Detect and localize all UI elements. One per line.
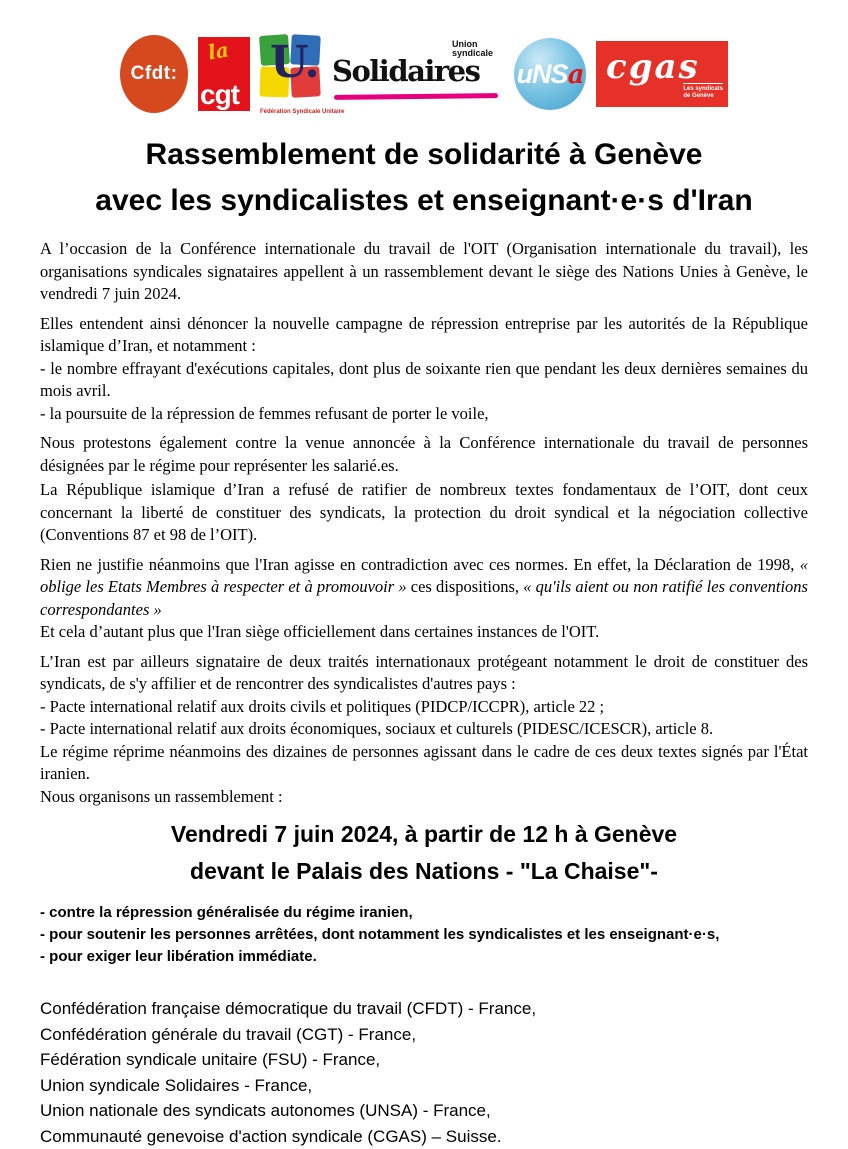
signatories-list [40,996,808,1149]
unsa-logo-label [517,59,584,90]
event-place-line: devant le Palais des Nations - "La Chaise"- [0,853,848,890]
solidaires-logo-icon [332,38,504,110]
fsu-logo-icon [260,33,322,115]
p5-segment-2: ces dispositions, [407,577,524,596]
cgt-logo-script: la [206,37,230,64]
solidaires-logo-label: Solidaires [332,54,479,88]
logo-row [0,0,848,118]
signatory-unsa: Union nationale des syndicats autonomes (UNSA) - France, [40,1098,808,1124]
unsa-logo-label-main: uNS [517,59,568,89]
list-item-pidcp: - Pacte international relatif aux droits civils et politiques (PIDCP/ICCPR), article 22 ; [40,696,808,719]
paragraph-organisation: Nous organisons un rassemblement : [40,786,808,809]
list-item-executions: - le nombre effrayant d'exécutions capitales, dont plus de soixante rien que pendant les deux dernières semaines du mois avril. [40,358,808,403]
cfdt-logo-label: Cfdt: [131,63,178,85]
paragraph-siege-oit: Et cela d’autant plus que l'Iran siège officiellement dans certaines instances de l'OIT. [40,621,808,644]
solidaires-logo-underline [334,93,498,100]
fsu-logo-caption: Fédération Syndicale Unitaire [260,109,322,115]
page-title [0,132,848,224]
signatory-cfdt: Confédération française démocratique du travail (CFDT) - France, [40,996,808,1022]
paragraph-declaration-1998 [40,554,808,622]
demands-list [40,902,808,968]
demand-item-liberation: - pour exiger leur libération immédiate. [40,946,808,968]
cgt-logo-label: cgt [200,79,239,111]
cgt-logo-icon [198,37,250,111]
paragraph-refus-ratification: La République islamique d’Iran a refusé de ratifier de nombreux textes fondamentaux de l’OIT, dont ceux concernant la liberté de constituer des syndicats, la protection du droit syndical et la négociation collective (Conventions 87 et 98 de l’OIT). [40,479,808,547]
solidaires-logo-top-label: Union syndicale [452,40,504,58]
p5-quote-1: « oblige les Etats Membres à respecter et à promouvoir » [40,555,808,597]
list-item-voile: - la poursuite de la répression de femmes refusant de porter le voile, [40,403,808,426]
signatory-solidaires: Union syndicale Solidaires - France, [40,1073,808,1099]
paragraph-traites-intro: L’Iran est par ailleurs signataire de deux traités internationaux protégeant notamment le droit de constituer des syndicats, de s'y affilier et de rencontrer des syndicalistes d'autres pays : [40,651,808,696]
event-heading [0,816,848,890]
paragraph-occasion: A l’occasion de la Conférence internationale du travail de l'OIT (Organisation internationale du travail), les organisations syndicales signataires appellent à un rassemblement devant le siège des Nations Unies à Genève, le vendredi 7 juin 2024. [40,238,808,306]
demand-item-soutien: - pour soutenir les personnes arrêtées, dont notamment les syndicalistes et les enseignant·e·s, [40,924,808,946]
paragraph-denonciation-intro: Elles entendent ainsi dénoncer la nouvelle campagne de répression entreprise par les autorités de la République islamique d’Iran, et notamment : [40,313,808,358]
title-line1: Rassemblement de solidarité à Genève [0,132,848,178]
cgas-logo-icon [596,41,728,107]
paragraph-protestation: Nous protestons également contre la venue annoncée à la Conférence internationale du travail de personnes désignées par le régime pour représenter les salarié.es. [40,432,808,477]
unsa-logo-label-a: a [568,60,584,90]
title-line2: avec les syndicalistes et enseignant·e·s d'Iran [0,178,848,224]
p5-segment-1: Rien ne justifie néanmoins que l'Iran agisse en contradiction avec ces normes. En effet, la Déclaration de 1998, [40,555,800,574]
signatory-fsu: Fédération syndicale unitaire (FSU) - France, [40,1047,808,1073]
body-text [40,238,808,808]
signatory-cgas: Communauté genevoise d'action syndicale (CGAS) – Suisse. [40,1124,808,1149]
cgas-logo-caption [683,83,723,100]
paragraph-repression: Le régime réprime néanmoins des dizaines de personnes agissant dans le cadre de ces deux textes signés par l'État iranien. [40,741,808,786]
cfdt-logo-icon [120,35,188,113]
cgas-caption-line1: Les syndicats [683,86,723,93]
fsu-logo-label: U. [270,41,320,85]
cgas-caption-line2: de Genève [683,93,723,100]
event-date-line: Vendredi 7 juin 2024, à partir de 12 h à Genève [0,816,848,853]
signatory-cgt: Confédération générale du travail (CGT) - France, [40,1022,808,1048]
demand-item-repression: - contre la répression généralisée du régime iranien, [40,902,808,924]
list-item-pidesc: - Pacte international relatif aux droits économiques, sociaux et culturels (PIDESC/ICESCR), article 8. [40,718,808,741]
cgas-logo-label: cgas [606,47,700,87]
p5-quote-2: « qu'ils aient ou non ratifié les conventions correspondantes » [40,577,808,619]
unsa-logo-icon [514,38,586,110]
fsu-logo-patchwork [260,35,320,97]
